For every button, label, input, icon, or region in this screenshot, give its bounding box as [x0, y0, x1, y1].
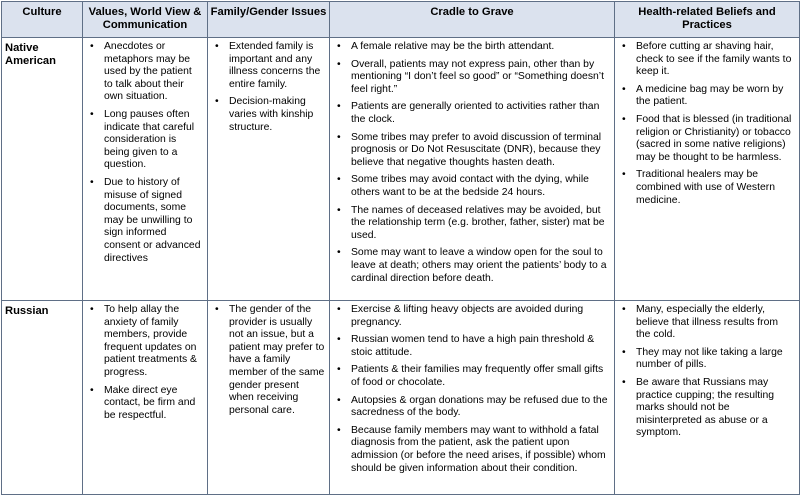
list-item: • Overall, patients may not express pain, other than by mentioning “I don’t feel so good” or “Something doesn’t feel right.” [351, 59, 610, 97]
bullet-list [615, 301, 799, 447]
cradle-cell [330, 301, 615, 495]
header-family: Family/Gender Issues [208, 2, 330, 38]
list-item: • The names of deceased relatives may be avoided, but the relationship term (e.g. brother, father, sister) mat be used. [351, 205, 610, 243]
list-item: • Patients are generally oriented to activities rather than the clock. [351, 101, 610, 126]
list-item: • To help allay the anxiety of family members, provide frequent updates on patient treatments & progress. [104, 304, 203, 380]
header-cradle: Cradle to Grave [330, 2, 615, 38]
table-row [2, 301, 800, 495]
list-item: • They may not like taking a large number of pills. [636, 347, 795, 372]
list-item: • Exercise & lifting heavy objects are avoided during pregnancy. [351, 304, 610, 329]
list-item: • Be aware that Russians may practice cupping; the resulting marks should not be misinterpreted as abuse or a symptom. [636, 377, 795, 440]
list-item: • Patients & their families may frequently offer small gifts of food or chocolate. [351, 364, 610, 389]
list-item: • Because family members may want to withhold a fatal diagnosis from the patient, ask the patient upon admission (or before the need arises, if possible) whom should be given information about their condition. [351, 425, 610, 475]
health-cell [615, 301, 800, 495]
list-item: • Due to history of misuse of signed documents, some may be unwilling to sign informed consent or advanced directives [104, 177, 203, 265]
bullet-list [208, 38, 329, 141]
list-item: • Some tribes may prefer to avoid discussion of terminal prognosis or Do Not Resuscitate (DNR), because they believe that negative thoughts hasten death. [351, 132, 610, 170]
header-values: Values, World View & Communication [83, 2, 208, 38]
list-item: • Decision-making varies with kinship structure. [229, 96, 325, 134]
list-item: • Make direct eye contact, be firm and be respectful. [104, 385, 203, 423]
values-cell [83, 301, 208, 495]
list-item: • The gender of the provider is usually not an issue, but a patient may prefer to have a family member of the same gender present when receiving personal care. [229, 304, 325, 417]
bullet-list [330, 301, 614, 482]
list-item: • Food that is blessed (in traditional religion or Christianity) or tobacco (sacred in some native religions) may be thought to be harmless. [636, 114, 795, 164]
list-item: • Many, especially the elderly, believe that illness results from the cold. [636, 304, 795, 342]
culture-table [1, 1, 800, 495]
list-item: • Autopsies & organ donations may be refused due to the sacredness of the body. [351, 395, 610, 420]
health-cell [615, 38, 800, 301]
family-cell [208, 38, 330, 301]
family-cell [208, 301, 330, 495]
header-row [2, 2, 800, 38]
list-item: • A female relative may be the birth attendant. [351, 41, 610, 54]
bullet-list [83, 301, 207, 429]
list-item: • A medicine bag may be worn by the patient. [636, 84, 795, 109]
header-culture: Culture [2, 2, 83, 38]
list-item: • Some may want to leave a window open for the soul to leave at death; others may orient the patients’ body to a cardinal direction before death. [351, 247, 610, 285]
list-item: • Before cutting ar shaving hair, check to see if the family wants to keep it. [636, 41, 795, 79]
list-item: • Some tribes may avoid contact with the dying, while others want to be at the bedside 24 hours. [351, 174, 610, 199]
bullet-list [615, 38, 799, 214]
list-item: • Extended family is important and any illness concerns the entire family. [229, 41, 325, 91]
list-item: • Long pauses often indicate that careful consideration is being given to a question. [104, 109, 203, 172]
list-item: • Russian women tend to have a high pain threshold & stoic attitude. [351, 334, 610, 359]
bullet-list [83, 38, 207, 272]
culture-cell: Russian [2, 301, 83, 495]
bullet-list [330, 38, 614, 292]
values-cell [83, 38, 208, 301]
list-item: • Traditional healers may be combined with use of Western medicine. [636, 169, 795, 207]
list-item: • Anecdotes or metaphors may be used by the patient to talk about their own situation. [104, 41, 203, 104]
header-health: Health-related Beliefs and Practices [615, 2, 800, 38]
bullet-list [208, 301, 329, 424]
table-row [2, 38, 800, 301]
culture-cell: Native American [2, 38, 83, 301]
cradle-cell [330, 38, 615, 301]
